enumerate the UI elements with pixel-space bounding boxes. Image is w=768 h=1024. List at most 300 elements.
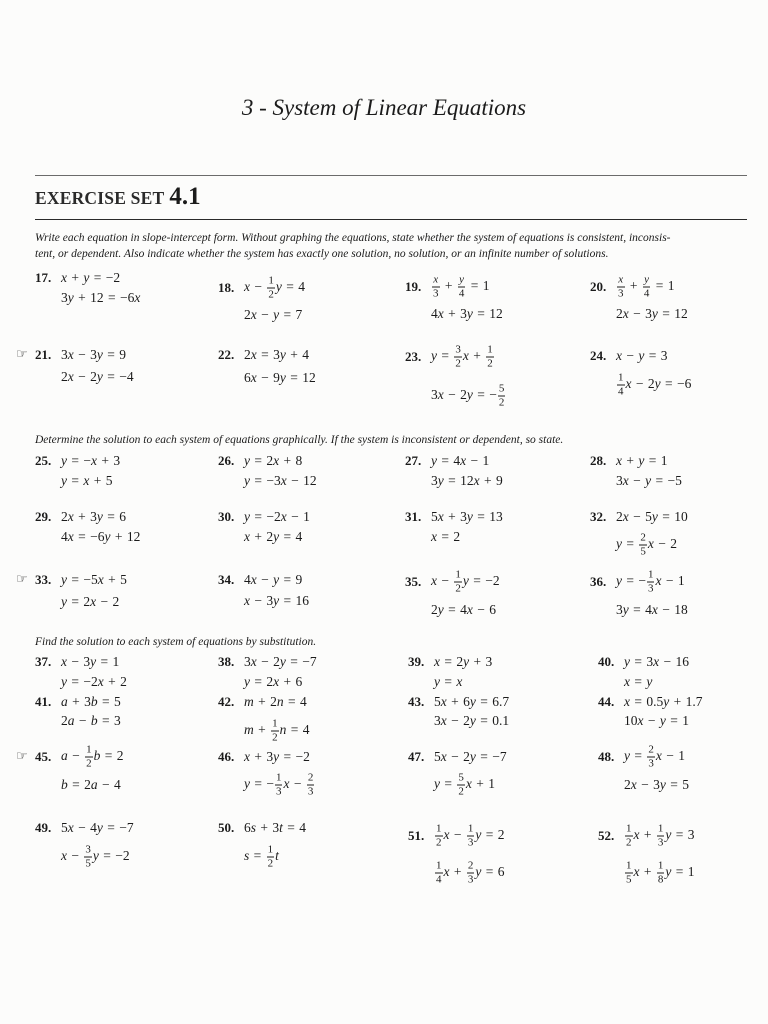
math-variable: t [279,820,283,835]
math-variable: y [466,387,473,403]
equation-term: x − [443,827,466,843]
equation-term: y = −5x + 5 [61,572,127,587]
equation [61,654,119,670]
math-variable: y [469,713,476,728]
equation-term: 6s + 3t = 4 [244,820,307,835]
math-variable: x [273,674,280,689]
fraction-numerator: 5 [458,771,464,784]
fraction-numerator: 1 [268,274,274,287]
equation [61,845,130,870]
equation-term: 2x − 5y = 10 [616,509,688,524]
math-variable: y [96,347,103,362]
fraction-denominator: 4 [458,287,465,300]
math-variable: y [61,572,67,587]
equation-term: 4x = −6y + 12 [61,529,141,544]
math-variable: x [655,748,662,764]
equation [244,694,307,710]
math-variable: x [637,713,644,728]
equation [244,473,317,489]
math-variable: y [96,820,103,835]
math-variable: y [273,593,280,608]
equation [616,373,691,398]
problem-number: 22. [218,347,235,362]
math-variable: y [275,279,282,295]
equation-term: y = 3 [665,827,695,843]
equation [61,369,134,385]
math-variable: y [459,273,465,286]
math-variable: y [659,713,666,728]
equation-term: 5x + 6y = 6.7 [434,694,510,709]
fraction [486,345,494,370]
math-variable: y [273,307,280,322]
problem-number: 45. [35,749,52,764]
equation-term: x + [462,348,486,364]
fraction-numerator: 1 [626,859,632,872]
problem-number: 35. [405,574,422,589]
math-variable: y [279,654,286,669]
math-variable: y [659,777,666,792]
equation-term: y = x [434,674,463,689]
problem-number: 18. [218,280,235,295]
math-variable: x [283,776,290,792]
equation-term: y = [431,348,454,364]
equation-term: 5x − 4y = −7 [61,820,134,835]
fraction-numerator [432,275,439,287]
fraction-denominator: 2 [458,785,464,798]
fraction-denominator: 2 [86,757,92,770]
math-variable: y [645,473,652,488]
math-variable: y [61,473,67,488]
math-variable: y [624,748,630,764]
equation [624,824,695,849]
equation-term: x = 0.5y + 1.7 [624,694,703,709]
math-variable: y [463,654,470,669]
equation [431,529,460,545]
problem-number: 29. [35,509,52,524]
math-variable: x [616,453,622,468]
exercise-set-number: 4.1 [169,183,201,210]
math-variable: y [434,674,440,689]
math-variable: y [244,473,250,488]
fraction-numerator: 1 [647,568,654,581]
math-variable: a [61,748,68,764]
equation-term: 3y = 12x + 9 [431,473,503,488]
problem-number: 34. [218,572,235,587]
equation [624,861,695,886]
equation-term [275,848,279,863]
equation [61,473,113,489]
math-variable: x [61,654,67,669]
equation-term: 2x − y = 7 [244,307,303,322]
header-rule-top [35,175,747,176]
equation [244,276,305,301]
equation [434,654,492,670]
equation-term: 3x − 2y = 0.1 [434,713,510,728]
equation-term: 2x − 3y = 12 [616,306,688,321]
fraction-denominator: 3 [618,287,624,300]
math-variable: b [90,694,98,709]
fraction-numerator: 3 [455,343,461,356]
instructions-line: Find the solution to each system of equations by substitution. [35,636,317,648]
math-variable: x [97,674,104,689]
math-variable: y [61,674,67,689]
math-variable: x [61,848,67,864]
fraction-numerator: 1 [86,743,92,756]
instructions-line: Determine the solution to each system of equations graphically. If the system is inconsistent or dependent, so state. [35,434,564,446]
problem-number: 30. [218,509,235,524]
equation [624,713,689,729]
math-variable: x [134,290,141,305]
problem-number: 48. [598,749,615,764]
math-variable: x [465,776,472,792]
math-variable: y [638,348,645,363]
equation [434,694,509,710]
fraction [84,845,92,870]
equation-term: 3x − 2y = − [431,387,497,403]
fraction-denominator: 4 [643,287,650,300]
math-variable: x [244,749,250,764]
fraction-denominator: 3 [647,582,654,595]
fraction-denominator: 5 [640,545,646,558]
section-instructions [35,634,747,650]
math-variable: a [90,777,98,792]
math-variable: x [460,453,467,468]
math-variable: y [644,273,650,286]
math-variable: x [67,509,74,524]
math-variable: y [434,776,440,792]
equation-term: y = 2x − 2 [61,594,120,609]
math-variable: x [280,473,287,488]
equation-term: a − [61,748,85,764]
math-variable: y [462,573,469,589]
equation-term: 3y + 12 = −6x [61,290,141,305]
math-variable: n [276,694,284,709]
math-variable: x [97,572,104,587]
problem-number: 20. [590,279,607,294]
fraction-denominator: 3 [657,836,664,849]
math-variable: x [83,473,90,488]
problem-number: 41. [35,694,52,709]
problem-number: 24. [590,348,607,363]
equation-term: y = [616,536,639,552]
fraction-denominator: 2 [455,357,461,370]
equation-term: y = 2x + 8 [244,453,303,468]
fraction-denominator: 5 [626,873,632,886]
math-variable: y [273,749,280,764]
problem-number: 44. [598,694,615,709]
math-variable: y [665,827,672,843]
equation [61,713,121,729]
fraction-numerator: 2 [640,531,646,544]
fraction-denominator: 2 [498,396,505,409]
math-variable: x [456,674,463,689]
problem-number: 32. [590,509,607,524]
equation-term: 2x − 2y = −4 [61,369,134,384]
math-variable: x [437,306,444,321]
problem-number: 47. [408,749,425,764]
equation-term: 2a − b = 3 [61,713,121,728]
equation-term: 3y = 4x − 18 [616,602,688,617]
exercise-set-label: EXERCISE SET [35,188,165,208]
equation-term: x − [61,848,84,864]
pointing-hand-icon [16,572,28,588]
math-variable: x [67,369,74,384]
problem-number: 49. [35,820,52,835]
math-variable: y [638,453,645,468]
math-variable: x [443,827,450,843]
fraction-numerator [643,275,650,287]
problem-number: 19. [405,279,422,294]
equation-term: 3x − y = −5 [616,473,682,488]
equation [624,777,689,793]
pointing-hand-icon [16,749,28,765]
equation-term: 3x − 2y = −7 [244,654,317,669]
equation [616,509,688,525]
equation [616,348,668,364]
fraction-numerator: 1 [467,822,474,835]
math-variable: x [624,674,630,689]
equation [624,654,689,670]
math-variable: x [440,694,447,709]
equation-term: y = −2 [462,573,500,589]
equation-term: x + [443,864,466,880]
equation-term: x − [431,573,454,589]
math-variable: y [90,654,97,669]
fraction-denominator: 8 [657,873,664,886]
fraction-numerator [617,275,624,287]
fraction [467,861,475,886]
math-variable: x [653,654,660,669]
fraction [639,533,647,558]
problem-number: 51. [408,828,425,843]
problem-number: 43. [408,694,425,709]
fraction [307,773,315,798]
math-variable: y [67,290,74,305]
math-variable: y [466,306,473,321]
math-variable: y [83,270,90,285]
fraction [454,345,462,370]
fraction-numerator: 1 [267,843,274,856]
math-variable: y [466,509,473,524]
math-variable: x [244,279,250,295]
math-variable: x [622,509,629,524]
math-variable: x [443,864,450,880]
math-variable: y [651,509,658,524]
fraction-denominator: 5 [85,857,91,870]
equation-term: y = 3x − 16 [624,654,689,669]
equation [61,453,120,469]
math-variable: y [622,602,629,617]
equation-term: 2x + 3y = 6 [61,509,126,524]
fraction-numerator: 1 [657,822,664,835]
fraction-denominator: 4 [618,385,624,398]
equation [244,347,309,363]
equation [244,749,310,765]
equation-term: 4x + 3y = 12 [431,306,503,321]
equation-term: m + [244,722,271,738]
equation [431,275,490,300]
fraction-denominator: 2 [455,582,461,595]
fraction [435,824,443,849]
math-variable: y [654,376,661,392]
math-variable: x [244,529,250,544]
fraction-numerator: 1 [272,717,278,730]
equation-term: y = 2x + 6 [244,674,303,689]
equation-term: x + [633,827,656,843]
fraction [435,861,443,886]
pointing-hand-icon [16,347,28,363]
math-variable: x [624,694,630,709]
problem-number: 37. [35,654,52,669]
math-variable: x [440,713,447,728]
math-variable: x [466,602,473,617]
math-variable: y [616,573,622,589]
problem-number: 39. [408,654,425,669]
page-title: 3 - System of Linear Equations [241,95,527,120]
math-variable: x [431,573,437,589]
math-variable: y [431,453,437,468]
math-variable: n [279,722,287,738]
equation-term: y = −2x + 2 [61,674,127,689]
math-variable: y [437,602,444,617]
equation [434,861,505,886]
math-variable: x [431,529,437,544]
equation-term: x + 2y = 4 [244,529,303,544]
math-variable: x [61,270,67,285]
equation-term: x + 3y = −2 [244,749,310,764]
equation [244,719,310,744]
equation [624,674,652,690]
math-variable: m [244,694,254,709]
problem-number: 38. [218,654,235,669]
equation [244,674,302,690]
math-variable: y [651,306,658,321]
fraction [454,570,462,595]
fraction [617,373,625,398]
problem-number: 31. [405,509,422,524]
fraction-numerator: 5 [498,382,505,395]
equation [244,820,306,836]
math-variable: x [440,749,447,764]
math-variable: x [67,820,74,835]
equation-term: + [440,278,457,294]
equation-term: n = 4 [279,722,310,738]
equation [244,509,310,525]
equation [431,602,496,618]
equation [61,777,121,793]
math-variable: x [250,307,257,322]
equation [61,820,134,836]
equation-term: x − 2y = −6 [625,376,692,392]
equation-term: y = 2 [475,827,505,843]
math-variable: y [431,348,437,364]
fraction-numerator: 1 [487,343,493,356]
equation-term: x + 1 [465,776,495,792]
problem-number: 25. [35,453,52,468]
equation [61,594,119,610]
problem-number: 21. [35,347,52,362]
equation-term: b = 2 [93,748,124,764]
math-variable: x [250,370,257,385]
fraction-denominator: 3 [467,836,474,849]
equation-term: 4x − y = 9 [244,572,303,587]
equation [61,529,140,545]
problem-number: 42. [218,694,235,709]
equation [244,453,302,469]
fraction [271,719,279,744]
equation-term: x + y = −2 [61,270,121,285]
fraction-numerator: 1 [436,859,442,872]
fraction-denominator: 3 [648,757,654,770]
equation-term: 5x + 3y = 13 [431,509,503,524]
math-variable: y [437,473,444,488]
math-variable: m [244,722,254,738]
fraction-numerator: 3 [85,843,91,856]
fraction-denominator: 3 [467,873,474,886]
fraction-denominator: 2 [626,836,632,849]
fraction-denominator: 3 [307,785,314,798]
equation-term: y = −x + 3 [61,453,121,468]
math-variable: x [625,376,632,392]
equation-term: + [625,278,642,294]
equation [431,384,506,409]
equation-term: y = − [616,573,646,589]
fraction [498,384,506,409]
equation [61,745,124,770]
equation-term: y = 4x − 1 [431,453,490,468]
equation [431,473,503,489]
fraction [467,824,475,849]
math-variable: y [61,453,67,468]
equation [61,674,127,690]
math-variable: y [665,864,672,880]
equation-term: y = − [244,776,274,792]
math-variable: x [633,827,640,843]
fraction-denominator: 2 [272,731,278,744]
problem-number: 40. [598,654,615,669]
header-rule-bottom [35,219,747,220]
math-variable: y [61,594,67,609]
problem-number: 23. [405,349,422,364]
equation [624,745,685,770]
fraction [625,861,633,886]
math-variable: x [651,602,658,617]
problem-number: 46. [218,749,235,764]
equation [61,572,127,588]
equation-term: 6x − 9y = 12 [244,370,316,385]
section-instructions [35,230,747,262]
fraction-denominator: 2 [268,288,274,301]
math-variable: x [90,594,97,609]
equation-term: x = 2y + 3 [434,654,493,669]
math-variable: a [67,713,75,728]
math-variable: s [250,820,257,835]
math-variable: y [92,848,99,864]
equation [616,275,675,300]
math-variable: x [622,473,629,488]
math-variable: x [250,654,257,669]
equation [434,749,507,765]
equation [431,453,489,469]
equation [616,453,668,469]
equation-term: x − 3y = 1 [61,654,120,669]
fraction-denominator: 2 [436,836,442,849]
equation-term: x − [244,279,267,295]
fraction [657,824,665,849]
math-variable: y [273,529,280,544]
equation [244,593,309,609]
equation-term: 2x − 3y = 5 [624,777,689,792]
